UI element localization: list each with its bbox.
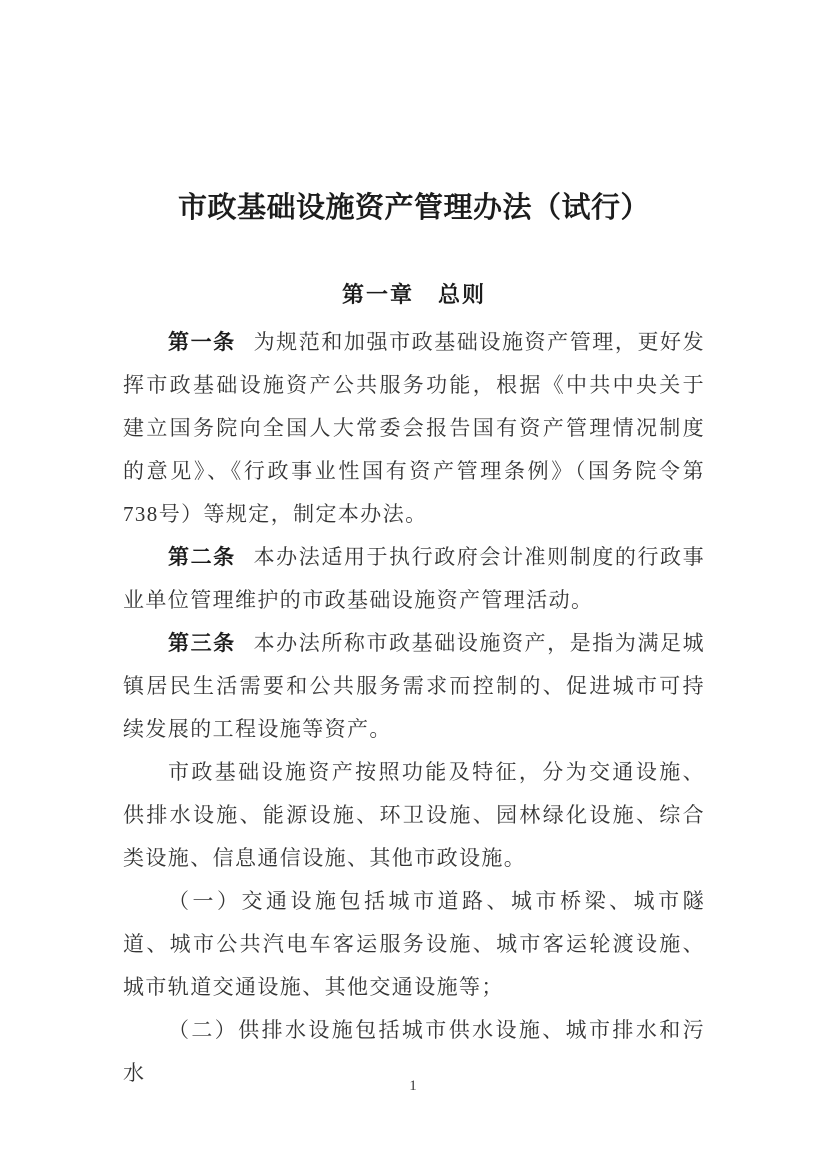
article-2-text: 本办法适用于执行政府会计准则制度的行政事业单位管理维护的市政基础设施资产管理活动。 [123,545,706,612]
paragraph-article-3 [123,622,705,751]
paragraph-item-1-text: （一）交通设施包括城市道路、城市桥梁、城市隧道、城市公共汽电车客运服务设施、城市客运轮渡设施、城市轨道交通设施、其他交通设施等； [123,889,705,999]
paragraph-classification [123,751,705,880]
paragraph-item-1-transport [123,880,705,1009]
paragraph-classification-text: 市政基础设施资产按照功能及特征，分为交通设施、供排水设施、能源设施、环卫设施、园林绿化设施、综合类设施、信息通信设施、其他市政设施。 [123,760,705,870]
document-title: 市政基础设施资产管理办法（试行） [177,192,650,224]
document-body [123,321,705,1095]
article-3-number: 第三条 [168,631,236,655]
paragraph-item-2-text: （二）供排水设施包括城市供水设施、城市排水和污水 [123,1018,705,1085]
paragraph-article-1 [123,321,705,536]
article-2-number: 第二条 [168,545,236,569]
paragraph-article-2 [123,536,705,622]
article-1-number: 第一条 [168,330,236,354]
chapter-heading: 第一章 总则 [341,282,486,307]
article-3-text: 本办法所称市政基础设施资产，是指为满足城镇居民生活需要和公共服务需求而控制的、促进城市可持续发展的工程设施等资产。 [123,631,706,741]
article-1-text: 为规范和加强市政基础设施资产管理，更好发挥市政基础设施资产公共服务功能，根据《中共中央关于建立国务院向全国人大常委会报告国有资产管理情况制度的意见》、《行政事业性国有资产管理条例》（国务院令第738号）等规定，制定本办法。 [123,330,706,526]
page-number: 1 [409,1078,417,1094]
page-footer [0,1076,826,1096]
